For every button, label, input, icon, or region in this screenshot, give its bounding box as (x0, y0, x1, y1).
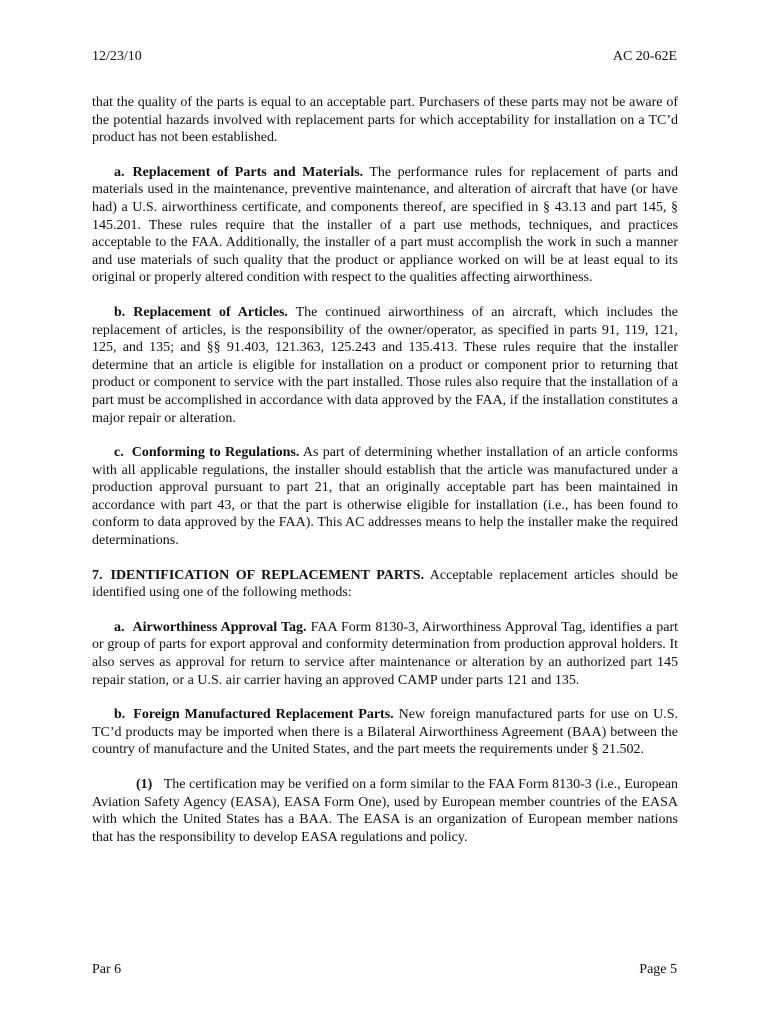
section-7-number: 7. (92, 567, 103, 583)
paragraph-6b-heading: Replacement of Articles. (133, 304, 288, 320)
paragraph-6c-label: c. (114, 445, 124, 461)
paragraph-7a (92, 619, 678, 689)
document-body (92, 94, 678, 863)
paragraph-7a-label: a. (114, 619, 125, 635)
paragraph-7b-heading: Foreign Manufactured Replacement Parts. (133, 707, 394, 723)
header-date: 12/23/10 (92, 49, 142, 64)
paragraph-7a-text: FAA Form 8130-3, Airworthiness Approval Tag, identifies a part or group of parts for export approval and conformity determination from production approval holders. It also serves as approval for return to service after maintenance or alteration by an authorized part 145 repair station, or a U.S. air carrier having an approved CAMP under parts 121 and 135. (92, 619, 678, 688)
paragraph-7b1-text: The certification may be verified on a form similar to the FAA Form 8130-3 (i.e., European Aviation Safety Agency (EASA), EASA Form One), used by European member countries of the EASA with which the United States has a BAA. The EASA is an organization of European member nations that has the responsibility to develop EASA regulations and policy. (92, 777, 678, 845)
paragraph-6c-heading: Conforming to Regulations. (131, 445, 300, 461)
paragraph-7a-heading: Airworthiness Approval Tag. (132, 619, 307, 635)
paragraph-6c (92, 444, 678, 550)
footer-paragraph-ref: Par 6 (92, 962, 122, 977)
paragraph-6a-label: a. (114, 164, 125, 180)
section-7-text: Acceptable replacement articles should be identified using one of the following methods: (92, 567, 678, 601)
paragraph-6a (92, 164, 678, 287)
paragraph-6b-text: The continued airworthiness of an aircraft, which includes the replacement of articles, is the responsibility of the owner/operator, as specified in parts 91, 119, 121, 125, and 135; and §§ 91.403, 121.363, 125.243 and 135.413. These rules require that the installer determine that an article is eligible for installation on a product or component prior to returning that product or component to service with the part installed. Those rules also require that the installation of a part must be accomplished in accordance with data approved by the FAA, if the installation constitutes a major repair or alteration. (92, 304, 678, 426)
paragraph-7b-label: b. (114, 707, 126, 723)
paragraph-6a-text: The performance rules for replacement of parts and materials used in the maintenance, preventive maintenance, and alteration of aircraft that have (or have had) a U.S. airworthiness certificate, and components thereof, are specified in § 43.13 and part 145, § 145.201. These rules require that the installer of a part use methods, techniques, and practices acceptable to the FAA. Additionally, the installer of a part must accomplish the work in such a manner and use materials of such quality that the product or appliance worked on will be at least equal to its original or properly altered condition with respect to the qualities affecting airworthiness. (92, 164, 678, 286)
paragraph-7b1-label: (1) (136, 777, 153, 792)
footer-page-number: Page 5 (639, 962, 677, 977)
paragraph-6c-text: As part of determining whether installation of an article conforms with all applicable regulations, the installer should establish that the article was manufactured under a production approval pursuant to part 21, that an originally acceptable part has been maintained in accordance with part 43, or that the part is otherwise eligible for installation (i.e., has been found to conform to data approved by the FAA). This AC addresses means to help the installer make the required determinations. (92, 445, 679, 549)
header-document-id: AC 20-62E (612, 49, 677, 64)
paragraph-6b-label: b. (114, 304, 126, 320)
paragraph-7b (92, 706, 678, 759)
paragraph-6a-heading: Replacement of Parts and Materials. (132, 164, 364, 180)
paragraph-7b-text: New foreign manufactured parts for use on U.S. TC’d products may be imported when there is a Bilateral Airworthiness Agreement (BAA) between the country of manufacture and the United States, and the part meets the requirements under § 21.502. (92, 707, 679, 758)
paragraph-6b (92, 304, 678, 427)
section-7-heading: IDENTIFICATION OF REPLACEMENT PARTS. (110, 567, 425, 583)
paragraph-7b1 (92, 776, 678, 846)
intro-paragraph: that the quality of the parts is equal to an acceptable part. Purchasers of these parts may not be aware of the potential hazards involved with replacement parts for which acceptability for installation on a TC’d product has not been established. (92, 95, 678, 146)
section-7 (92, 567, 678, 602)
